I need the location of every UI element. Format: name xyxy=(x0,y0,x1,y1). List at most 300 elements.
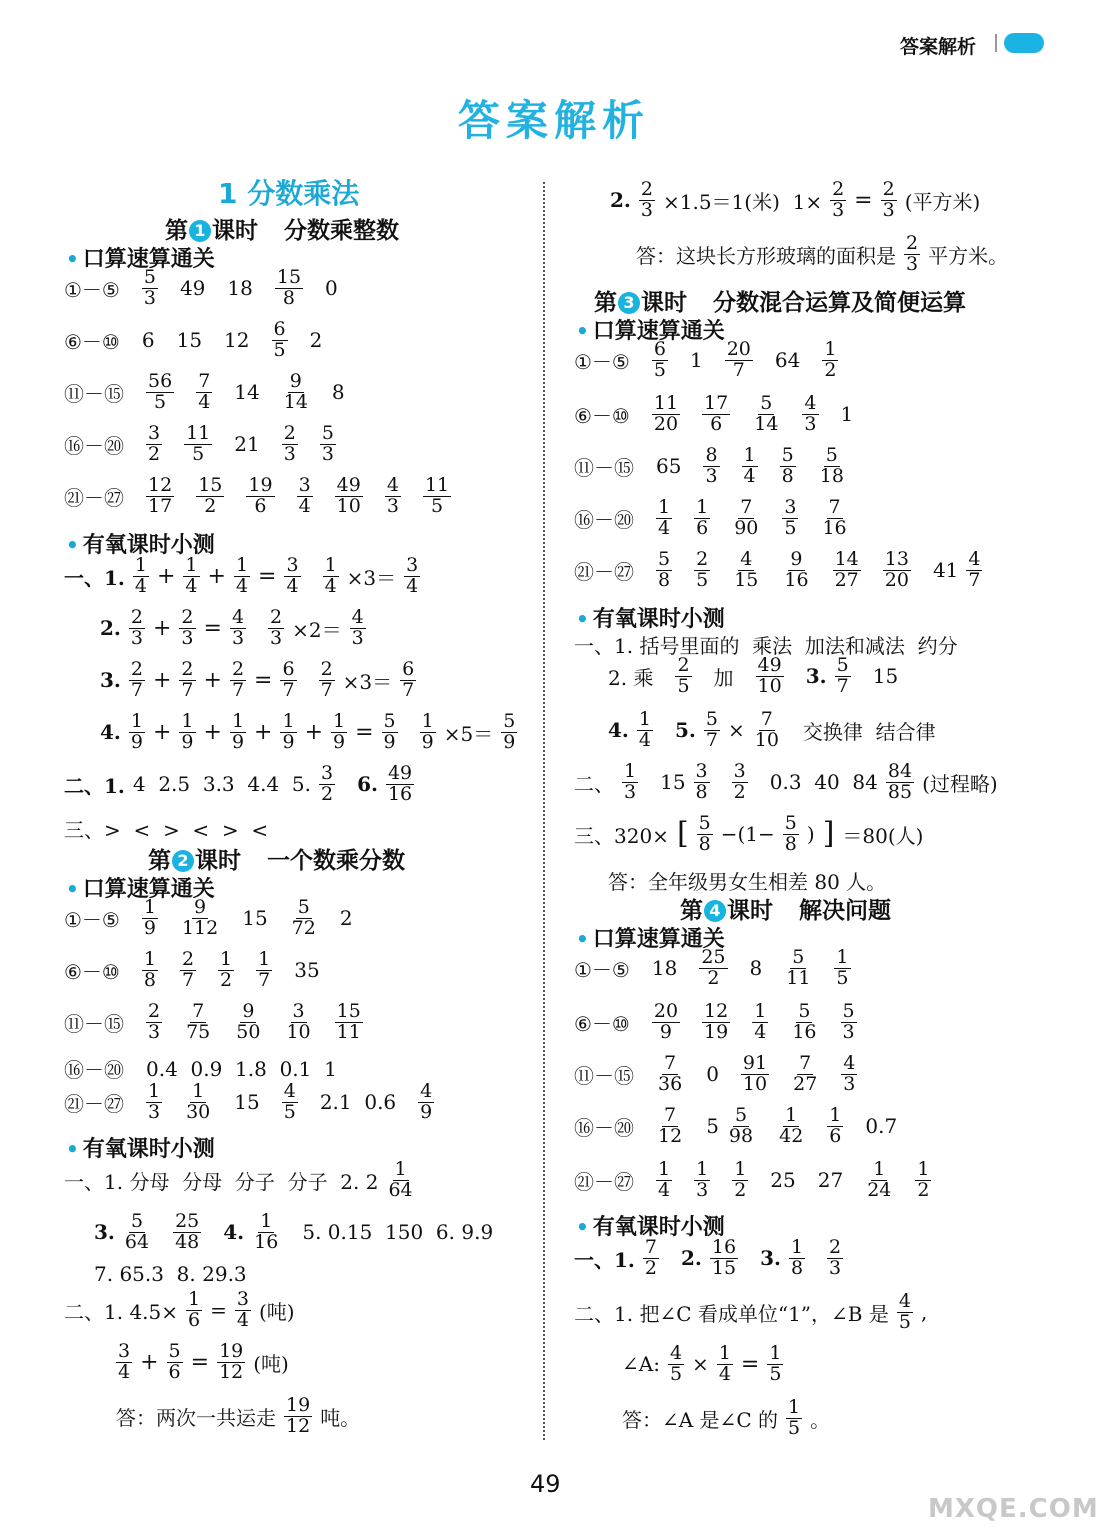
fraction: $\frac{3}{10}$ xyxy=(286,1000,311,1043)
fraction: $\frac{20}{7}$ xyxy=(726,338,751,381)
row-label: ⑪－⑮ xyxy=(574,1063,634,1088)
bullet-icon: • xyxy=(576,607,589,631)
answers: 0.3 40 84 xyxy=(769,770,878,795)
fraction: $\frac{5}{7}$ xyxy=(836,654,849,697)
fraction: $\frac{7}{36}$ xyxy=(658,1052,683,1095)
question-number: 3. xyxy=(94,1220,115,1245)
value: 8 xyxy=(749,956,763,981)
bracket: [ xyxy=(676,816,689,852)
fraction: $\frac{1}{42}$ xyxy=(779,1104,804,1147)
row-label: ⑪－⑮ xyxy=(574,455,634,480)
fraction: $\frac{9}{50}$ xyxy=(236,1000,261,1043)
op: = xyxy=(254,667,273,693)
fraction: $\frac{3}{2}$ xyxy=(733,760,746,803)
fraction: $\frac{2}{3}$ xyxy=(640,178,653,221)
fraction: $\frac{1}{30}$ xyxy=(186,1080,211,1123)
value: 8 xyxy=(331,380,345,405)
lesson1-number-badge: 1 xyxy=(189,220,211,242)
answers: 交换律 结合律 xyxy=(802,719,936,744)
fraction: $\frac{13}{20}$ xyxy=(884,548,909,591)
op: ×5＝ xyxy=(443,721,494,746)
fraction: $\frac{1}{6}$ xyxy=(696,496,709,539)
answer-text: 二、1. 把∠C 看成单位“1”，∠B 是 xyxy=(574,1301,889,1326)
fraction: $\frac{20}{9}$ xyxy=(653,1000,679,1043)
l1-q1 xyxy=(64,556,420,597)
fraction: $\frac{49}{10}$ xyxy=(757,654,782,697)
lesson2-title xyxy=(148,842,405,875)
fraction: $\frac{1}{9}$ xyxy=(181,710,194,753)
l1-q4 xyxy=(100,712,517,753)
l2-q7 xyxy=(94,1262,247,1286)
fraction: $\frac{15}{8}$ xyxy=(276,266,302,309)
answers: 4 2.5 3.3 4.4 5. xyxy=(132,772,311,797)
fraction: $\frac{3}{4}$ xyxy=(286,554,299,597)
lesson4-name: 解决问题 xyxy=(799,898,891,924)
fraction: $\frac{1}{8}$ xyxy=(790,1236,804,1279)
bullet-icon: • xyxy=(66,877,79,901)
expression: 二、1. 4.5× xyxy=(64,1299,179,1324)
fraction: $\frac{1}{4}$ xyxy=(754,1000,767,1043)
lesson1-name: 分数乘整数 xyxy=(284,218,399,244)
question-number: 6. xyxy=(357,772,378,797)
fraction: $\frac{5}{9}$ xyxy=(383,710,396,753)
l4-answer xyxy=(622,1398,830,1439)
fraction: $\frac{11}{20}$ xyxy=(653,392,679,435)
heading-text: 口算速算通关 xyxy=(82,877,215,902)
fraction: $\frac{49}{16}$ xyxy=(387,762,413,805)
fraction: $\frac{3}{4}$ xyxy=(406,554,419,597)
fraction: $\frac{2}{7}$ xyxy=(320,658,333,701)
l1-row5 xyxy=(64,476,451,517)
lesson2-number-badge: 2 xyxy=(172,850,194,872)
lesson3-number-badge: 3 xyxy=(618,292,640,314)
fraction: $\frac{2}{5}$ xyxy=(677,654,690,697)
value: 35 xyxy=(294,958,320,983)
fraction: $\frac{49}{10}$ xyxy=(336,474,361,517)
l4-a2 xyxy=(622,1344,783,1385)
fraction: $\frac{1}{4}$ xyxy=(718,1342,731,1385)
answers: 2. 乘 xyxy=(608,665,654,690)
fraction: $\frac{9}{16}$ xyxy=(784,548,809,591)
lesson3-quiz-heading xyxy=(576,602,725,633)
question-number: 4. xyxy=(608,718,629,743)
lesson1-pre: 第 xyxy=(165,218,188,244)
fraction: $\frac{91}{10}$ xyxy=(742,1052,768,1095)
fraction: $\frac{4}{5}$ xyxy=(283,1080,296,1123)
fraction: $\frac{2}{7}$ xyxy=(181,948,195,991)
question-number: 2. xyxy=(610,188,631,213)
fraction: $\frac{5}{98}$ xyxy=(728,1104,754,1147)
punct: , xyxy=(920,1300,928,1325)
fraction: $\frac{2}{3}$ xyxy=(283,422,296,465)
value: 64 xyxy=(774,348,801,373)
question-number: 2. xyxy=(680,1246,702,1271)
fraction: $\frac{1}{9}$ xyxy=(282,710,295,753)
answers: 0.4 0.9 1.8 0.1 1 xyxy=(146,1056,337,1081)
op: = xyxy=(854,187,873,213)
lesson1-title xyxy=(165,212,399,245)
fraction: $\frac{19}{12}$ xyxy=(219,1340,244,1383)
value: 15 xyxy=(176,328,203,353)
l2-q1 xyxy=(64,1160,415,1201)
fraction: $\frac{2}{3}$ xyxy=(270,606,283,649)
l1-q3 xyxy=(100,660,416,701)
l4-a1 xyxy=(574,1292,927,1333)
fraction: $\frac{7}{75}$ xyxy=(186,1000,211,1043)
fraction: $\frac{3}{4}$ xyxy=(118,1340,131,1383)
fraction: $\frac{7}{16}$ xyxy=(822,496,847,539)
l3-row3 xyxy=(574,446,846,487)
fraction: $\frac{1}{3}$ xyxy=(148,1080,161,1123)
fraction: $\frac{5}{8}$ xyxy=(658,548,671,591)
lesson3-name: 分数混合运算及简便运算 xyxy=(713,290,966,316)
page-title: 答案解析 xyxy=(458,96,651,145)
answer-text: 平方米。 xyxy=(928,243,1009,268)
lesson4-title xyxy=(680,892,891,925)
fraction: $\frac{15}{2}$ xyxy=(198,474,223,517)
lesson4-number-badge: 4 xyxy=(704,900,726,922)
value: 1 xyxy=(840,402,854,427)
unit: (吨) xyxy=(253,1351,289,1376)
fraction: $\frac{5}{3}$ xyxy=(321,422,334,465)
row-label: ①－⑤ xyxy=(574,957,630,982)
answer-text: 答：∠A 是∠C 的 xyxy=(622,1407,778,1432)
row-label: ⑪－⑮ xyxy=(64,1011,124,1036)
fraction: $\frac{56}{5}$ xyxy=(148,370,173,413)
op: = xyxy=(355,719,374,745)
fraction: $\frac{1}{2}$ xyxy=(220,948,233,991)
question-number: 二、 xyxy=(574,771,614,796)
fraction: $\frac{1}{4}$ xyxy=(324,554,337,597)
l2-q3 xyxy=(94,1212,493,1253)
fraction: $\frac{3}{4}$ xyxy=(236,1288,249,1331)
fraction: $\frac{1}{24}$ xyxy=(867,1158,892,1201)
l4-row4 xyxy=(574,1106,897,1147)
fraction: $\frac{7}{27}$ xyxy=(793,1052,818,1095)
fraction: $\frac{84}{85}$ xyxy=(887,760,913,803)
fraction: $\frac{5}{8}$ xyxy=(781,444,794,487)
fraction: $\frac{1}{4}$ xyxy=(638,708,651,751)
value: 2 xyxy=(339,906,353,931)
question-number: 一、1. xyxy=(64,565,125,590)
l3-part3 xyxy=(574,814,923,855)
value: 21 xyxy=(234,432,260,457)
fraction: $\frac{1}{5}$ xyxy=(769,1342,782,1385)
fraction: $\frac{3}{5}$ xyxy=(784,496,797,539)
op: ) xyxy=(806,822,815,847)
fraction: $\frac{1}{6}$ xyxy=(829,1104,842,1147)
l3-q2 xyxy=(608,656,898,697)
fraction: $\frac{12}{19}$ xyxy=(704,1000,729,1043)
op: −(1− xyxy=(720,822,775,847)
row-label: ⑥－⑩ xyxy=(64,959,120,984)
op: ×3＝ xyxy=(346,565,397,590)
question-number: 3. xyxy=(100,668,121,693)
fraction: $\frac{4}{15}$ xyxy=(734,548,759,591)
answers: 一、1. 分母 分母 分子 分子 2. 2 xyxy=(64,1169,379,1194)
fraction: $\frac{7}{4}$ xyxy=(198,370,211,413)
value: 12 xyxy=(224,328,250,353)
l4-row5 xyxy=(574,1160,931,1201)
fraction: $\frac{1}{4}$ xyxy=(235,554,249,597)
value: 65 xyxy=(656,454,682,479)
op: + xyxy=(203,667,222,693)
answers: 5. 0.15 150 6. 9.9 xyxy=(302,1220,494,1245)
value: 5 xyxy=(706,1114,719,1139)
l1-part3 xyxy=(64,814,268,843)
value: 0 xyxy=(706,1062,719,1087)
header-divider xyxy=(995,34,997,52)
fraction: $\frac{1}{2}$ xyxy=(824,338,837,381)
l3-row5 xyxy=(574,550,982,591)
unit: (吨) xyxy=(258,1299,295,1324)
l1-row4 xyxy=(64,424,336,465)
bullet-icon: • xyxy=(576,927,589,951)
fraction: $\frac{1}{64}$ xyxy=(388,1158,413,1201)
fraction: $\frac{12}{17}$ xyxy=(148,474,173,517)
punct: 。 xyxy=(810,1407,831,1432)
fraction: $\frac{2}{3}$ xyxy=(148,1000,161,1043)
fraction: $\frac{1}{2}$ xyxy=(917,1158,930,1201)
fraction: $\frac{5}{3}$ xyxy=(842,1000,855,1043)
answers: 7. 65.3 8. 29.3 xyxy=(94,1262,247,1286)
row-label: ⑯－⑳ xyxy=(64,433,124,458)
fraction: $\frac{3}{2}$ xyxy=(320,762,334,805)
fraction: $\frac{5}{8}$ xyxy=(784,812,797,855)
value: 6 xyxy=(141,328,155,353)
l4-row3 xyxy=(574,1054,857,1095)
op: + xyxy=(207,563,226,589)
fraction: $\frac{15}{11}$ xyxy=(336,1000,361,1043)
row-label: ①－⑤ xyxy=(64,277,120,302)
page-number: 49 xyxy=(530,1470,561,1498)
bullet-icon: • xyxy=(66,533,79,557)
question-number: 4. xyxy=(100,720,121,745)
value: 41 xyxy=(932,558,959,583)
fraction: $\frac{2}{5}$ xyxy=(696,548,709,591)
question-number: 5. xyxy=(674,718,696,743)
lesson2-name: 一个数乘分数 xyxy=(267,848,405,874)
fraction: $\frac{2}{3}$ xyxy=(181,606,194,649)
fraction: $\frac{4}{5}$ xyxy=(898,1290,911,1333)
op: + xyxy=(152,667,172,693)
row-label: ⑯－⑳ xyxy=(574,1115,634,1140)
fraction: $\frac{11}{5}$ xyxy=(186,422,211,465)
op: ×2＝ xyxy=(292,617,342,642)
expression: ∠A: xyxy=(622,1352,660,1377)
question-number: 一、1. xyxy=(574,1247,635,1272)
op: + xyxy=(152,719,172,745)
fraction: $\frac{6}{7}$ xyxy=(282,658,295,701)
fraction: $\frac{5}{72}$ xyxy=(291,896,316,939)
fraction: $\frac{7}{12}$ xyxy=(658,1104,683,1147)
lesson2-post: 课时 xyxy=(195,848,241,874)
header-section-label: 答案解析 xyxy=(900,36,977,58)
expression: ×1.5＝1(米) 1× xyxy=(662,189,823,214)
answer-text: 答：全年级男女生相差 80 人。 xyxy=(608,870,887,894)
fraction: $\frac{5}{7}$ xyxy=(705,708,718,751)
answers: 2.1 0.6 xyxy=(319,1090,397,1115)
heading-text: 有氧课时小测 xyxy=(592,1215,725,1240)
value: 0 xyxy=(325,276,338,301)
l1-row2 xyxy=(64,320,322,361)
heading-text: 口算速算通关 xyxy=(592,319,725,344)
l2-row4 xyxy=(64,1054,337,1083)
heading-text: 有氧课时小测 xyxy=(82,1137,215,1162)
l3-row2 xyxy=(574,394,853,435)
fraction: $\frac{17}{6}$ xyxy=(704,392,729,435)
fraction: $\frac{2}{3}$ xyxy=(130,606,143,649)
fraction: $\frac{1}{9}$ xyxy=(333,710,346,753)
fraction: $\frac{2}{7}$ xyxy=(181,658,194,701)
fraction: $\frac{1}{8}$ xyxy=(143,948,156,991)
value: 25 xyxy=(770,1168,796,1193)
row-label: ⑯－⑳ xyxy=(574,507,634,532)
l2-row3 xyxy=(64,1002,363,1043)
fraction: $\frac{4}{5}$ xyxy=(669,1342,683,1385)
lesson4-pre: 第 xyxy=(680,898,703,924)
question-number: 3. xyxy=(760,1246,781,1271)
l3-q4 xyxy=(608,710,936,751)
fraction: $\frac{2}{3}$ xyxy=(882,178,895,221)
row-label: ⑪－⑮ xyxy=(64,381,124,406)
op: ×3＝ xyxy=(342,669,393,694)
heading-text: 口算速算通关 xyxy=(592,927,725,952)
bullet-icon: • xyxy=(576,1215,589,1239)
question-number: 3. xyxy=(805,664,827,689)
l3-part2 xyxy=(574,762,998,803)
value: 15 xyxy=(234,1090,260,1115)
l2-row5 xyxy=(64,1082,434,1123)
op: + xyxy=(203,719,222,745)
bullet-icon: • xyxy=(66,1137,79,1161)
fraction: $\frac{9}{112}$ xyxy=(181,896,219,939)
row-label: ⑥－⑩ xyxy=(574,1011,630,1036)
fraction: $\frac{2}{3}$ xyxy=(906,232,919,275)
fraction: $\frac{5}{11}$ xyxy=(786,946,811,989)
lesson1-post: 课时 xyxy=(212,218,258,244)
value: 15 xyxy=(872,664,899,689)
question-number: 4. xyxy=(223,1220,245,1245)
answer-text: 答：这块长方形玻璃的面积是 xyxy=(636,243,896,268)
answer-text: 吨。 xyxy=(320,1405,361,1430)
answers: 加 xyxy=(713,665,734,690)
expression: ＝80(人) xyxy=(842,823,924,848)
l1-part2 xyxy=(64,764,414,805)
fraction: $\frac{4}{3}$ xyxy=(843,1052,856,1095)
lesson3-pre: 第 xyxy=(594,290,617,316)
fraction: $\frac{6}{5}$ xyxy=(653,338,666,381)
l3-answer xyxy=(608,866,886,895)
bullet-icon: • xyxy=(576,319,589,343)
value: 0.7 xyxy=(865,1114,898,1139)
fraction: $\frac{1}{6}$ xyxy=(188,1288,201,1331)
value: 49 xyxy=(179,276,206,301)
op: + xyxy=(152,615,172,641)
value: 15 xyxy=(660,770,686,795)
note: (过程略) xyxy=(922,771,998,796)
fraction: $\frac{4}{9}$ xyxy=(420,1080,433,1123)
value: 2 xyxy=(309,328,323,353)
watermark: MXQE.COM xyxy=(928,1494,1099,1524)
l1-row3 xyxy=(64,372,345,413)
op: × xyxy=(692,1352,709,1377)
question-number: 二、1. xyxy=(64,773,125,798)
value: 18 xyxy=(227,276,253,301)
fraction: $\frac{16}{15}$ xyxy=(711,1236,737,1279)
fraction: $\frac{1}{9}$ xyxy=(130,710,143,753)
op: = xyxy=(740,1351,760,1377)
fraction: $\frac{4}{3}$ xyxy=(386,474,399,517)
l3-row4 xyxy=(574,498,849,539)
lesson2-quiz-heading xyxy=(66,1132,215,1163)
answers: 三、> < > < > < xyxy=(64,818,269,842)
fraction: $\frac{8}{3}$ xyxy=(705,444,718,487)
value: 14 xyxy=(234,380,260,405)
fraction: $\frac{7}{90}$ xyxy=(734,496,759,539)
fraction: $\frac{2}{7}$ xyxy=(231,658,245,701)
l1-row1 xyxy=(64,268,338,309)
fraction: $\frac{14}{27}$ xyxy=(834,548,859,591)
fraction: $\frac{19}{12}$ xyxy=(286,1394,311,1437)
row-label: ㉑－㉗ xyxy=(574,1169,634,1194)
fraction: $\frac{4}{3}$ xyxy=(231,606,245,649)
heading-text: 有氧课时小测 xyxy=(82,533,215,558)
l3-row1 xyxy=(574,340,838,381)
fraction: $\frac{5}{64}$ xyxy=(124,1210,150,1253)
row-label: ⑥－⑩ xyxy=(64,329,120,354)
row-label: ⑥－⑩ xyxy=(574,403,630,428)
op: + xyxy=(156,563,176,589)
fraction: $\frac{4}{3}$ xyxy=(351,606,364,649)
heading-text: 口算速算通关 xyxy=(82,247,215,272)
fraction: $\frac{19}{6}$ xyxy=(248,474,273,517)
fraction: $\frac{4}{7}$ xyxy=(968,548,981,591)
fraction: $\frac{1}{5}$ xyxy=(787,1396,801,1439)
fraction: $\frac{1}{9}$ xyxy=(231,710,245,753)
value: 18 xyxy=(651,956,678,981)
fraction: $\frac{5}{18}$ xyxy=(819,444,844,487)
fraction: $\frac{1}{16}$ xyxy=(254,1210,279,1253)
row-label: ①－⑤ xyxy=(574,349,630,374)
fraction: $\frac{1}{7}$ xyxy=(258,948,271,991)
fraction: $\frac{2}{7}$ xyxy=(130,658,143,701)
op: + xyxy=(140,1349,159,1375)
fraction: $\frac{1}{9}$ xyxy=(143,896,156,939)
fraction: $\frac{7}{2}$ xyxy=(644,1236,657,1279)
l2-a1 xyxy=(64,1290,295,1331)
op: = xyxy=(190,1349,210,1375)
fraction: $\frac{5}{6}$ xyxy=(168,1340,181,1383)
expression: 三、320× xyxy=(574,823,669,848)
l4-q1 xyxy=(574,1238,843,1279)
op: + xyxy=(304,719,324,745)
fraction: $\frac{3}{2}$ xyxy=(148,422,161,465)
bullet-icon: • xyxy=(66,247,79,271)
row-label: ①－⑤ xyxy=(64,907,120,932)
value: 27 xyxy=(817,1168,844,1193)
fraction: $\frac{5}{3}$ xyxy=(143,266,156,309)
op: = xyxy=(203,615,222,641)
row-label: ㉑－㉗ xyxy=(64,485,124,510)
fraction: $\frac{25}{2}$ xyxy=(701,946,726,989)
fraction: $\frac{1}{2}$ xyxy=(734,1158,747,1201)
fraction: $\frac{5}{16}$ xyxy=(792,1000,817,1043)
lesson2-pre: 第 xyxy=(148,848,171,874)
l2-row2 xyxy=(64,950,320,991)
fraction: $\frac{3}{8}$ xyxy=(695,760,708,803)
fraction: $\frac{1}{3}$ xyxy=(696,1158,709,1201)
